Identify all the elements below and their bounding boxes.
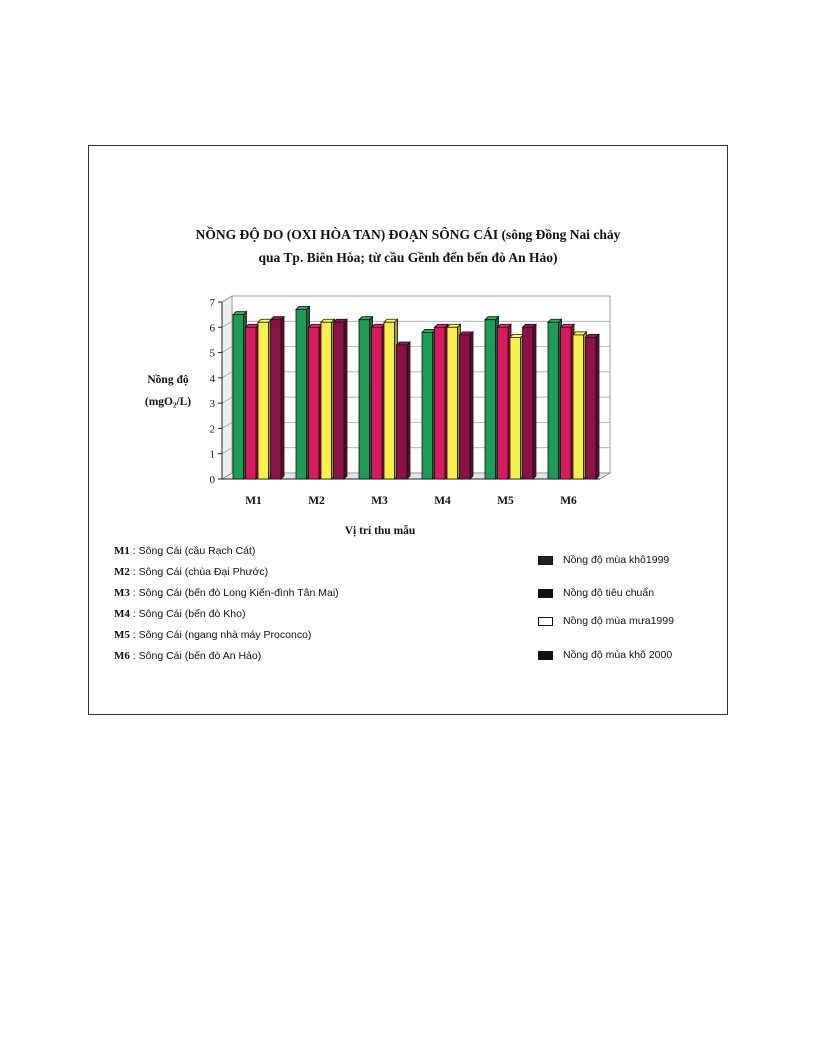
site-legend-item: [114, 566, 268, 578]
legend-label: Nồng độ tiêu chuẩn: [563, 587, 655, 599]
bar-m5-series-3: [510, 334, 524, 479]
x-tick-label: M4: [434, 495, 451, 507]
site-desc: : Sông Cái (chùa Đại Phước): [129, 566, 269, 578]
bar-m6-series-1: [548, 319, 562, 479]
legend-label: Nồng độ mùa mưa1999: [563, 615, 674, 627]
site-code: M4: [114, 608, 130, 620]
bar-m1-series-3: [258, 319, 272, 479]
site-code: M5: [114, 629, 130, 641]
site-code: M2: [114, 566, 130, 578]
series-legend-item: [538, 587, 654, 599]
bar-m4-series-3: [447, 324, 461, 479]
bar-m3-series-2: [372, 324, 386, 479]
bar-m6-series-4: [586, 334, 600, 479]
bar-m2-series-4: [334, 319, 348, 479]
x-axis-label: Vị trí thu mẫu: [344, 525, 416, 537]
series-legend-item: [538, 615, 674, 627]
legend-swatch: [538, 617, 553, 626]
bar-m6-series-2: [561, 324, 575, 479]
site-legend-item: [114, 608, 245, 620]
bar-m2-series-1: [296, 307, 310, 479]
plot-side-wall: [222, 296, 232, 479]
y-tick-label: 7: [209, 297, 215, 309]
bar-m3-series-4: [397, 342, 411, 479]
bar-m1-series-2: [246, 324, 260, 479]
y-tick-label: 1: [209, 448, 215, 461]
legend-swatch: [538, 589, 553, 598]
site-desc: : Sông Cái (bến đò Long Kiến-đình Tân Mai): [129, 587, 339, 599]
y-axis-unit: (mgO₂/L): [144, 396, 192, 408]
y-tick-label: 2: [209, 423, 215, 436]
site-legend-item: [114, 587, 339, 599]
bar-m1-series-1: [233, 312, 247, 479]
site-legend-item: [114, 650, 261, 662]
site-code: M3: [114, 587, 130, 599]
bar-m5-series-1: [485, 317, 499, 479]
bar-m4-series-2: [435, 324, 449, 479]
y-tick-label: 5: [209, 347, 215, 360]
y-tick-label: 4: [209, 372, 215, 385]
site-legend-item: [114, 629, 311, 641]
bar-m2-series-3: [321, 319, 335, 479]
legend-label: Nồng độ mùa khô1999: [563, 554, 670, 566]
bar-m3-series-3: [384, 319, 398, 479]
site-desc: : Sông Cái (ngang nhà máy Proconco): [129, 629, 312, 641]
bar-m4-series-4: [460, 332, 474, 479]
x-tick-label: M5: [497, 495, 514, 507]
x-tick-label: M6: [560, 495, 577, 507]
legend-label: Nồng độ mùa khô 2000: [563, 649, 673, 661]
site-desc: : Sông Cái (bến đò Kho): [129, 608, 246, 620]
legend-swatch: [538, 651, 553, 660]
y-tick-label: 6: [209, 322, 215, 335]
chart-subtitle: qua Tp. Biên Hòa; từ cầu Gềnh đến bến đò An Hảo): [258, 250, 558, 265]
chart-title: NỒNG ĐỘ DO (OXI HÒA TAN) ĐOẠN SÔNG CÁI (sông Đồng Nai chảy: [195, 227, 621, 242]
y-tick-label: 0: [209, 474, 215, 486]
legend-swatch: [538, 556, 553, 565]
bar-m2-series-2: [309, 324, 323, 479]
site-desc: : Sông Cái (cầu Rạch Cát): [129, 545, 256, 557]
bar-m3-series-1: [359, 317, 373, 479]
y-axis-label: Nồng độ: [147, 374, 189, 386]
series-legend-item: [538, 554, 669, 566]
bar-m5-series-4: [523, 324, 537, 479]
y-tick-label: 3: [209, 398, 215, 411]
site-legend-item: [114, 545, 255, 557]
x-tick-label: M1: [245, 495, 262, 507]
series-legend-item: [538, 649, 672, 661]
bar-m6-series-3: [573, 332, 587, 479]
x-tick-label: M2: [308, 495, 325, 507]
site-desc: : Sông Cái (bến đò An Hảo): [129, 650, 262, 662]
bar-m5-series-2: [498, 324, 512, 479]
bar-m1-series-4: [271, 317, 285, 479]
site-code: M1: [114, 545, 130, 557]
bar-m4-series-1: [422, 329, 436, 479]
site-code: M6: [114, 650, 130, 662]
x-tick-label: M3: [371, 495, 388, 507]
